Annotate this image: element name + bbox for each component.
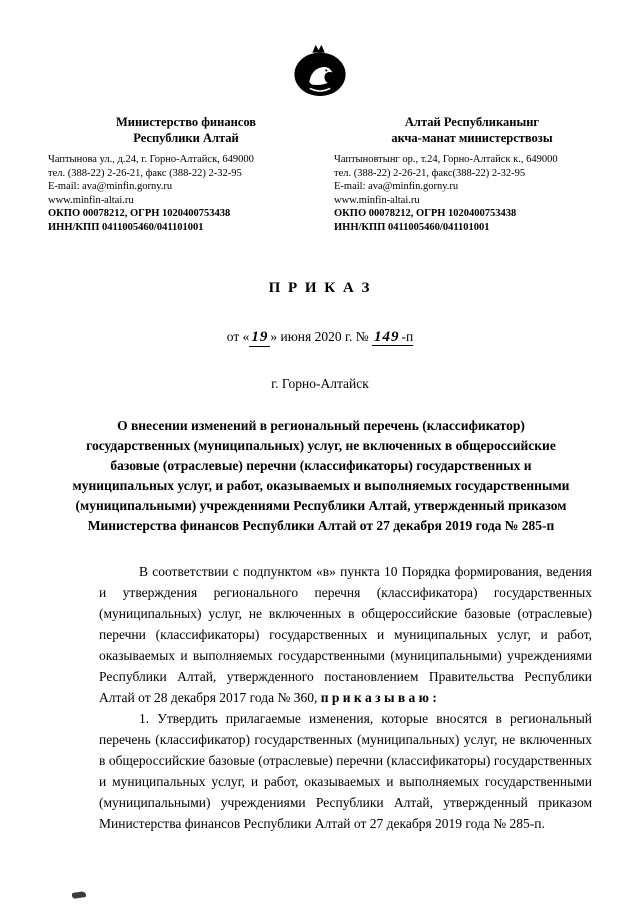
letterhead bbox=[0, 114, 640, 234]
org-okpo-ogrn-alt: ОКПО 00078212, ОГРН 1020400753438 bbox=[334, 208, 517, 219]
item-1-paragraph: 1. Утвердить прилагаемые изменения, которые вносятся в региональный перечень (классификатор) государственных (муниципальных) услуг, не включенных в общероссийские базовые (отраслевые) перечни (классификаторы) государственных и муниципальных услуг, и работ, оказываемых и выполняемых государственными (муниципальными) учреждениями Республики Алтай, утвержденный приказом Министерства финансов Республики Алтай от 27 декабря 2019 года № 285-п. bbox=[99, 711, 592, 831]
handwritten-number: 149 bbox=[374, 329, 400, 345]
org-email-alt: E-mail: ava@minfin.gorny.ru bbox=[334, 181, 459, 192]
letterhead-right-column bbox=[334, 114, 610, 234]
org-phone: тел. (388-22) 2-26-21, факс (388-22) 2-32-95 bbox=[48, 167, 242, 179]
letterhead-left-column bbox=[48, 114, 324, 234]
org-website: www.minfin-altai.ru bbox=[48, 194, 134, 206]
org-details-alt bbox=[334, 153, 610, 234]
date-suffix: -п bbox=[401, 329, 414, 344]
org-inn-kpp-alt: ИНН/КПП 0411005460/041101001 bbox=[334, 221, 490, 233]
org-website-alt: www.minfin-altai.ru bbox=[334, 194, 420, 206]
date-middle: » июня 2020 г. № bbox=[270, 329, 372, 344]
preamble-text: В соответствии с подпунктом «в» пункта 10 Порядка формирования, ведения и утверждения регионального перечня (классификатора) государственных (муниципальных) услуг, не включенных в общероссийские базовые (отраслевые) перечни (классификаторы) государственных и муниципальных услуг, и работ, оказываемых и выполняемых государственными (муниципальными) учреждениями Республики Алтай, утвержденного постановлением Правительства Республики Алтай от 28 декабря 2017 года № 360, bbox=[99, 564, 592, 705]
org-name-alt-line1: Алтай Республиканынг bbox=[404, 115, 540, 129]
handwritten-day: 19 bbox=[251, 329, 269, 345]
org-details-ru bbox=[48, 153, 324, 234]
org-phone-alt: тел. (388-22) 2-26-21, факс(388-22) 2-32-95 bbox=[334, 167, 526, 179]
order-body bbox=[99, 561, 592, 834]
order-subject: О внесении изменений в региональный перечень (классификатор) государственных (муниципальных) услуг, не включенных в общероссийские базовые (отраслевые) перечни (классификаторы) государственных и муниципальных услуг, и работ, оказываемых и выполняемых государственными (муниципальными) учреждениями Республики Алтай, утвержденный приказом Министерства финансов Республики Алтай от 27 декабря 2019 года № 285-п bbox=[72, 418, 570, 533]
org-email: E-mail: ava@minfin.gorny.ru bbox=[48, 181, 173, 192]
org-name-alt-line2: акча-манат министерствозы bbox=[391, 131, 553, 145]
org-name-ru-line2: Республики Алтай bbox=[133, 131, 239, 145]
org-okpo-ogrn: ОКПО 00078212, ОГРН 1020400753438 bbox=[48, 208, 231, 219]
order-title: П Р И К А З bbox=[268, 280, 372, 296]
scan-artifact-mark bbox=[72, 891, 87, 899]
coat-of-arms-icon bbox=[291, 42, 349, 98]
order-date-line bbox=[0, 329, 640, 346]
org-name-ru-line1: Министерство финансов bbox=[115, 115, 257, 129]
date-prefix: от « bbox=[226, 329, 250, 344]
org-name-ru bbox=[48, 114, 324, 146]
org-inn-kpp: ИНН/КПП 0411005460/041101001 bbox=[48, 221, 204, 233]
prikazyvayu-text: п р и к а з ы в а ю : bbox=[320, 690, 437, 705]
org-address-alt: Чаптыновтынг ор., т.24, Горно-Алтайск к., 649000 bbox=[334, 154, 558, 165]
preamble-paragraph bbox=[99, 561, 592, 708]
org-address: Чаптынова ул., д.24, г. Горно-Алтайск, 649000 bbox=[48, 154, 254, 165]
org-name-alt bbox=[334, 114, 610, 146]
order-city: г. Горно-Алтайск bbox=[271, 376, 369, 391]
